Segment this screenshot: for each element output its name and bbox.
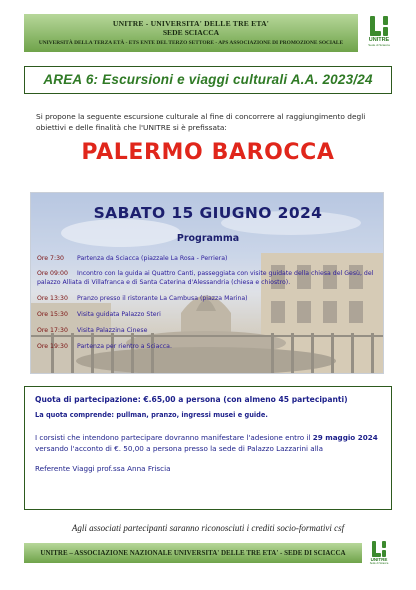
header-subtitle: SEDE SCIACCA	[162, 28, 220, 37]
area-title: AREA 6: Escursioni e viaggi culturali A.A. 2023/24	[24, 66, 392, 94]
program-item	[37, 310, 381, 319]
program-item	[37, 326, 381, 335]
deadline-date: 29 maggio 2024	[312, 433, 378, 442]
credits-note: Agli associati partecipanti saranno riconosciuti i crediti socio-formativi csf	[71, 523, 345, 533]
event-date: SABATO 15 GIUGNO 2024	[93, 204, 323, 222]
unitre-logo-icon	[372, 541, 386, 557]
header	[24, 14, 392, 52]
unitre-logo-icon	[370, 16, 388, 36]
program-desc: Partenza da Sciacca (piazzale La Rosa - Perriera)	[77, 255, 228, 262]
quota-includes-text: La quota comprende: pullman, pranzo, ingressi musei e guide.	[35, 411, 268, 419]
program-time: Ore 15:30	[37, 311, 68, 318]
participation-info-box	[24, 386, 392, 510]
program-desc: Visita guidata Palazzo Steri	[77, 311, 161, 318]
event-title: PALERMO BAROCCA	[81, 140, 335, 165]
program-item	[37, 254, 381, 263]
program-desc: Incontro con la guida ai Quattro Canti, passeggiata con visite guidate della chiesa del Gesù, del palazzo Alliata di Villafranca e di Santa Caterina d'Alessandria (chiesa e chiostro).	[37, 270, 374, 286]
program-time: Ore 09:00	[37, 270, 68, 277]
intro-text: Si propone la seguente escursione culturale al fine di concorrere al raggiungimento degli obiettivi e delle finalità che l'UNITRE si è prefissata:	[36, 112, 366, 132]
program-item	[37, 269, 381, 287]
program-item	[37, 294, 381, 303]
footer	[24, 541, 392, 571]
footer-band: UNITRE – ASSOCIAZIONE NAZIONALE UNIVERSITA' DELLE TRE ETA' - SEDE DI SCIACCA	[24, 543, 362, 563]
header-tagline: UNIVERSITÀ DELLA TERZA ETÀ - ETS ENTE DEL TERZO SETTORE - APS ASSOCIAZIONE DI PROMOZIONE SOCIALE	[38, 40, 344, 46]
program-desc: Visita Palazzina Cinese	[77, 327, 148, 334]
program-item	[37, 342, 381, 351]
participation-text: I corsisti che intendono partecipare dovranno manifestare l'adesione entro il 29 maggio 2024 versando l'acconto di €. 50,00 a persona presso la sede di Palazzo Lazzarini alla	[35, 433, 378, 453]
header-band	[24, 14, 358, 52]
logo-wordmark: UNITRE	[368, 37, 390, 43]
logo-subtitle: Sede di Sciacca	[368, 42, 390, 47]
logo-subtitle: Sede di Sciacca	[369, 561, 389, 565]
header-title: UNITRE - UNIVERSITA' DELLE TRE ETA'	[112, 19, 270, 28]
program-desc: Partenza per rientro a Sciacca.	[77, 343, 172, 350]
quota-text: Quota di partecipazione: €.65,00 a persona (con almeno 45 partecipanti)	[35, 395, 348, 404]
logo-wordmark: UNITRE	[370, 557, 388, 562]
program-photo-panel	[30, 192, 384, 374]
referent-text: Referente Viaggi prof.ssa Anna Friscia	[35, 464, 171, 473]
program-time: Ore 7:30	[37, 255, 64, 262]
unitre-logo-footer	[368, 541, 390, 565]
program-time: Ore 19:30	[37, 343, 68, 350]
program-time: Ore 13:30	[37, 295, 68, 302]
program-time: Ore 17:30	[37, 327, 68, 334]
unitre-logo	[366, 16, 392, 47]
program-desc: Pranzo presso il ristorante La Cambusa (piazza Marina)	[77, 295, 248, 302]
program-heading: Programma	[176, 233, 240, 244]
